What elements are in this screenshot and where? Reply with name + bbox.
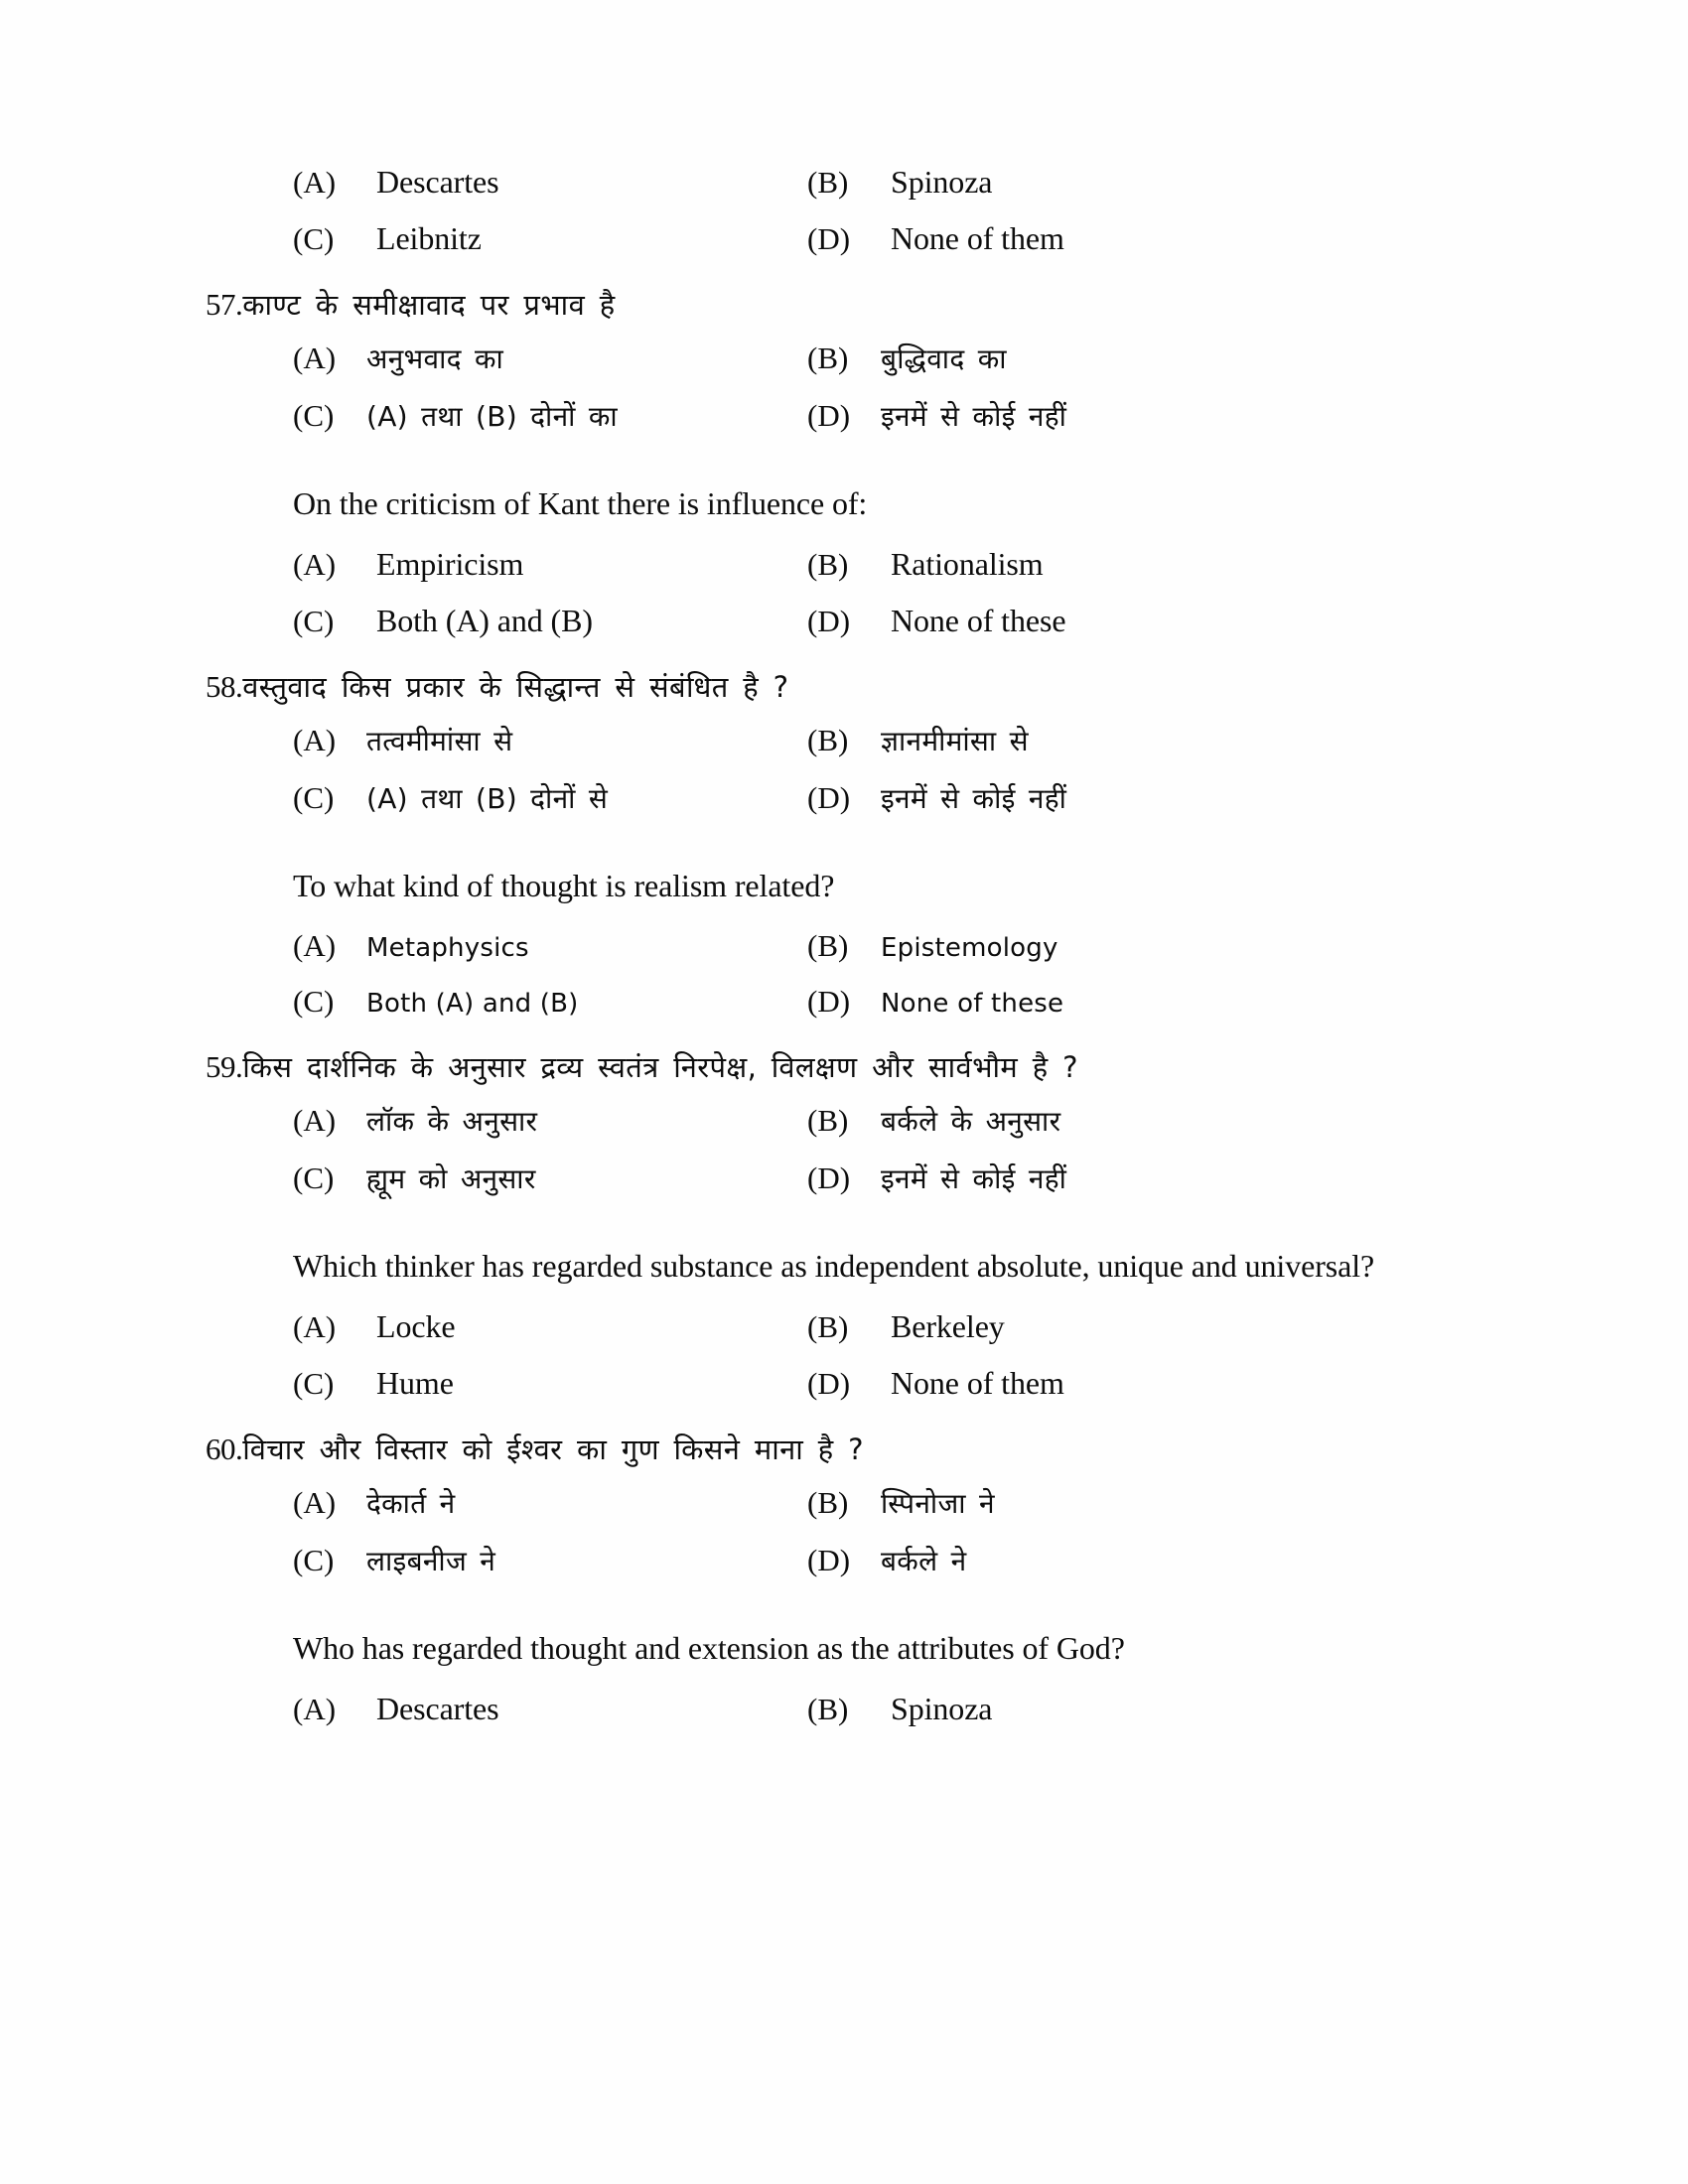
option-label: (D) — [807, 1160, 851, 1195]
option-label: (D) — [807, 780, 851, 816]
option-a[interactable] — [293, 1484, 807, 1522]
option-d[interactable] — [807, 1365, 1395, 1402]
option-d[interactable] — [807, 1160, 1395, 1197]
option-d[interactable] — [807, 1542, 1395, 1579]
option-label: (A) — [293, 1102, 337, 1138]
spacer — [293, 1406, 1395, 1426]
spacer — [293, 712, 1395, 722]
option-label: (C) — [293, 603, 335, 638]
option-row — [293, 546, 1395, 583]
option-text: बुद्धिवाद का — [881, 342, 1007, 376]
option-text: Hume — [376, 1364, 454, 1401]
option-label: (B) — [807, 927, 849, 963]
option-text: None of them — [891, 1364, 1064, 1401]
option-text: अनुभवाद का — [366, 342, 504, 376]
option-label: (D) — [807, 1542, 851, 1577]
option-a[interactable] — [293, 340, 807, 377]
option-row — [293, 1308, 1395, 1345]
option-text: None of these — [881, 988, 1064, 1019]
option-row — [293, 1160, 1395, 1197]
option-label: (C) — [293, 1542, 335, 1577]
spacer — [293, 841, 1395, 851]
option-text: (A) तथा (B) दोनों का — [366, 400, 618, 434]
spacer — [293, 918, 1395, 928]
option-b[interactable] — [807, 1308, 1395, 1345]
spacer — [293, 1221, 1395, 1231]
option-c[interactable] — [293, 779, 807, 817]
option-text: Rationalism — [891, 545, 1044, 582]
spacer — [293, 1603, 1395, 1613]
question-number: 58. — [206, 668, 243, 704]
option-row — [293, 1542, 1395, 1579]
option-d[interactable] — [807, 397, 1395, 435]
option-d[interactable] — [807, 603, 1395, 639]
spacer — [293, 381, 1395, 397]
option-c[interactable] — [293, 1160, 807, 1197]
option-row — [293, 340, 1395, 377]
option-text: Empiricism — [376, 545, 524, 582]
option-text: Metaphysics — [366, 932, 529, 963]
option-b[interactable] — [807, 164, 1395, 201]
spacer — [293, 205, 1395, 220]
option-label: (B) — [807, 1308, 849, 1344]
option-label: (B) — [807, 546, 849, 582]
option-text: इनमें से कोई नहीं — [881, 400, 1067, 434]
spacer — [293, 1024, 1395, 1043]
option-row — [293, 164, 1395, 201]
option-text: None of them — [891, 220, 1064, 256]
option-text: Descartes — [376, 164, 499, 200]
option-a[interactable] — [293, 546, 807, 583]
spacer — [293, 330, 1395, 340]
spacer — [293, 1092, 1395, 1102]
option-text: इनमें से कोई नहीं — [881, 782, 1067, 816]
option-row — [293, 928, 1395, 964]
option-text: Spinoza — [891, 164, 993, 200]
option-row — [293, 1691, 1395, 1727]
spacer — [293, 1731, 1395, 1751]
option-text: Spinoza — [891, 1690, 993, 1726]
question-list — [206, 164, 1395, 1751]
option-text: Locke — [376, 1307, 456, 1344]
option-b[interactable] — [807, 546, 1395, 583]
option-row — [293, 1102, 1395, 1140]
spacer — [293, 1526, 1395, 1542]
spacer — [293, 1583, 1395, 1603]
spacer — [293, 1201, 1395, 1221]
option-row — [293, 1484, 1395, 1522]
option-text: लाइबनीज ने — [366, 1544, 496, 1577]
option-c[interactable] — [293, 603, 807, 639]
option-text: बर्कले के अनुसार — [881, 1104, 1061, 1138]
spacer — [293, 587, 1395, 603]
spacer — [293, 261, 1395, 281]
spacer — [293, 968, 1395, 984]
option-c[interactable] — [293, 220, 807, 257]
option-label: (B) — [807, 723, 849, 758]
option-label: (A) — [293, 927, 337, 963]
option-label: (D) — [807, 983, 851, 1019]
option-text: तत्वमीमांसा से — [366, 725, 513, 758]
option-row — [293, 779, 1395, 817]
option-row — [293, 603, 1395, 639]
option-label: (B) — [807, 1102, 849, 1138]
option-text: स्पिनोजा ने — [881, 1486, 995, 1520]
question-heading — [206, 663, 1395, 710]
spacer — [293, 1144, 1395, 1160]
option-label: (D) — [807, 221, 851, 256]
question-number: 59. — [206, 1048, 243, 1084]
option-label: (C) — [293, 983, 335, 1019]
option-d[interactable] — [807, 984, 1395, 1020]
option-label: (C) — [293, 1160, 335, 1195]
option-label: (A) — [293, 1484, 337, 1520]
option-row — [293, 722, 1395, 759]
option-a[interactable] — [293, 1308, 807, 1345]
question-number: 57. — [206, 287, 243, 322]
option-b[interactable] — [807, 1102, 1395, 1140]
question-text-hindi: विचार और विस्तार को ईश्वर का गुण किसने माना है ? — [242, 1432, 864, 1466]
question-heading — [206, 1426, 1395, 1472]
option-a[interactable] — [293, 1691, 807, 1727]
question-text-hindi: किस दार्शनिक के अनुसार द्रव्य स्वतंत्र निरपेक्ष, विलक्षण और सार्वभौम है ? — [242, 1049, 1078, 1084]
option-label: (C) — [293, 1365, 335, 1401]
option-b[interactable] — [807, 1484, 1395, 1522]
option-label: (B) — [807, 341, 849, 376]
option-b[interactable] — [807, 722, 1395, 759]
option-c[interactable] — [293, 1365, 807, 1402]
option-label: (D) — [807, 1365, 851, 1401]
option-label: (A) — [293, 1308, 337, 1344]
option-b[interactable] — [807, 928, 1395, 964]
question-text-hindi: वस्तुवाद किस प्रकार के सिद्धान्त से संबंधित है ? — [242, 669, 789, 704]
option-label: (D) — [807, 398, 851, 434]
question-text-english: To what kind of thought is realism related? — [293, 868, 835, 904]
option-c[interactable] — [293, 984, 807, 1020]
option-label: (C) — [293, 780, 335, 816]
option-row — [293, 984, 1395, 1020]
option-text: बर्कले ने — [881, 1544, 967, 1577]
option-text: इनमें से कोई नहीं — [881, 1161, 1067, 1195]
option-a[interactable] — [293, 722, 807, 759]
option-text: Descartes — [376, 1690, 499, 1726]
spacer — [293, 1349, 1395, 1365]
option-d[interactable] — [807, 220, 1395, 257]
spacer — [293, 1681, 1395, 1691]
option-text: None of these — [891, 602, 1066, 638]
option-row — [293, 1365, 1395, 1402]
option-text: लॉक के अनुसार — [366, 1104, 538, 1138]
option-text: Epistemology — [881, 932, 1058, 963]
option-label: (B) — [807, 165, 849, 200]
option-text: ह्यूम को अनुसार — [366, 1161, 536, 1195]
option-text: Both (A) and (B) — [366, 988, 579, 1019]
option-label: (C) — [293, 398, 335, 434]
question-heading — [206, 281, 1395, 328]
option-row — [293, 220, 1395, 257]
option-a[interactable] — [293, 164, 807, 201]
option-text: Berkeley — [891, 1307, 1005, 1344]
question-text-hindi: काण्ट के समीक्षावाद पर प्रभाव है — [242, 288, 616, 322]
option-b[interactable] — [807, 340, 1395, 377]
question-number: 60. — [206, 1431, 243, 1466]
option-label: (A) — [293, 723, 337, 758]
option-label: (A) — [293, 341, 337, 376]
spacer — [293, 536, 1395, 546]
spacer — [293, 643, 1395, 663]
option-c[interactable] — [293, 1542, 807, 1579]
question-text-english: On the criticism of Kant there is influence of: — [293, 485, 868, 522]
option-a[interactable] — [293, 928, 807, 964]
option-label: (A) — [293, 546, 337, 582]
option-text: देकार्त ने — [366, 1486, 456, 1520]
option-label: (B) — [807, 1691, 849, 1726]
option-label: (B) — [807, 1484, 849, 1520]
option-row — [293, 397, 1395, 435]
option-label: (A) — [293, 165, 337, 200]
option-c[interactable] — [293, 397, 807, 435]
question-heading — [206, 1043, 1395, 1090]
option-a[interactable] — [293, 1102, 807, 1140]
option-text: (A) तथा (B) दोनों से — [366, 782, 609, 816]
spacer — [293, 821, 1395, 841]
option-d[interactable] — [807, 779, 1395, 817]
option-text: ज्ञानमीमांसा से — [881, 725, 1029, 758]
option-label: (D) — [807, 603, 851, 638]
question-text-english: Which thinker has regarded substance as independent absolute, unique and universal? — [293, 1247, 1375, 1284]
spacer — [293, 1474, 1395, 1484]
spacer — [293, 1298, 1395, 1308]
spacer — [293, 459, 1395, 469]
option-text: Both (A) and (B) — [376, 602, 593, 638]
option-label: (C) — [293, 221, 335, 256]
question-text-english: Who has regarded thought and extension as the attributes of God? — [293, 1629, 1125, 1666]
spacer — [293, 763, 1395, 779]
option-b[interactable] — [807, 1691, 1395, 1727]
option-label: (A) — [293, 1691, 337, 1726]
spacer — [293, 439, 1395, 459]
option-text: Leibnitz — [376, 220, 482, 256]
